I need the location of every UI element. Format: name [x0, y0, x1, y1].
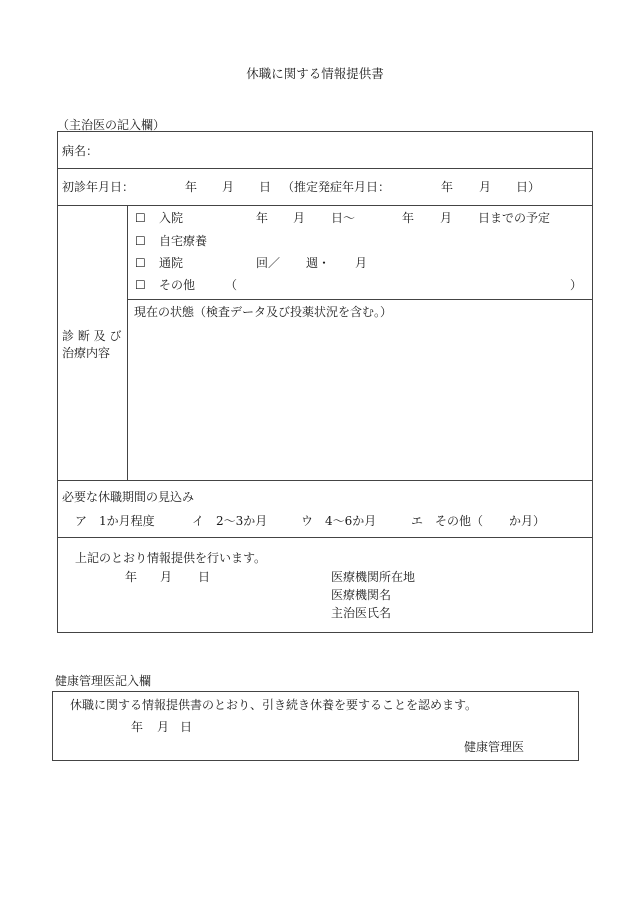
- hospitalization-day-range: 日〜: [331, 211, 356, 225]
- hospitalization-month: 月: [293, 211, 306, 225]
- diagnosis-label-line2: 治療内容: [62, 346, 111, 360]
- hospitalization-end-month: 月: [440, 211, 453, 225]
- outpatient-checkbox[interactable]: ☐: [135, 256, 146, 270]
- institution-name-label: 医療機関名: [331, 588, 392, 602]
- health-officer-year: 年: [131, 720, 144, 734]
- home-care-checkbox[interactable]: ☐: [135, 234, 146, 248]
- estimated-onset-label: （推定発症年月日：: [282, 180, 391, 194]
- column-divider: [127, 205, 128, 480]
- disease-name-label: 病名：: [62, 144, 99, 158]
- diagnosis-label-line1: 診 断 及 び: [62, 329, 122, 343]
- hospitalization-year: 年: [256, 211, 269, 225]
- current-status-label: 現在の状態（検査データ及び投薬状況を含む。）: [134, 305, 393, 319]
- estimated-onset-day: 日）: [516, 180, 541, 194]
- home-care-label: 自宅療養: [159, 234, 208, 248]
- health-officer-heading: 健康管理医記入欄: [55, 674, 152, 688]
- estimated-onset-year: 年: [441, 180, 454, 194]
- certification-day: 日: [198, 570, 211, 584]
- hospitalization-checkbox[interactable]: ☐: [135, 211, 146, 225]
- hospitalization-label: 入院: [159, 211, 184, 225]
- row-divider: [57, 480, 593, 481]
- page-title: 休職に関する情報提供書: [246, 66, 384, 81]
- leave-option-c: ウ 4〜6か月: [301, 514, 377, 528]
- health-officer-statement: 休職に関する情報提供書のとおり、引き続き休養を要することを認めます。: [70, 698, 478, 712]
- physician-section-heading: （主治医の記入欄）: [57, 118, 166, 132]
- certification-month: 月: [160, 570, 173, 584]
- certification-statement: 上記のとおり情報提供を行います。: [75, 551, 267, 565]
- outpatient-label: 通院: [159, 256, 184, 270]
- institution-address-label: 医療機関所在地: [331, 570, 416, 584]
- leave-period-label: 必要な休職期間の見込み: [62, 490, 195, 504]
- hospitalization-end-day: 日までの予定: [478, 211, 551, 225]
- outpatient-times: 回／: [256, 256, 281, 270]
- leave-option-d-unit: か月）: [509, 514, 546, 528]
- leave-option-b: イ 2〜3か月: [192, 514, 268, 528]
- hospitalization-end-year: 年: [402, 211, 415, 225]
- first-visit-day: 日: [259, 180, 272, 194]
- other-checkbox[interactable]: ☐: [135, 278, 146, 292]
- certification-year: 年: [125, 570, 138, 584]
- row-divider: [128, 299, 593, 300]
- leave-option-a: ア 1か月程度: [75, 514, 155, 528]
- leave-option-d: エ その他（: [411, 514, 484, 528]
- row-divider: [57, 168, 593, 169]
- row-divider: [57, 537, 593, 538]
- health-officer-signature-label: 健康管理医: [464, 740, 525, 754]
- outpatient-month: 月: [355, 256, 368, 270]
- physician-name-label: 主治医氏名: [331, 606, 392, 620]
- first-visit-label: 初診年月日：: [62, 180, 135, 194]
- first-visit-year: 年: [185, 180, 198, 194]
- row-divider: [57, 205, 593, 206]
- health-officer-month: 月: [157, 720, 170, 734]
- first-visit-month: 月: [222, 180, 235, 194]
- health-officer-day: 日: [180, 720, 193, 734]
- outpatient-week: 週・: [306, 256, 331, 270]
- estimated-onset-month: 月: [479, 180, 492, 194]
- other-label: その他: [159, 278, 196, 292]
- other-open-paren: （: [225, 278, 238, 292]
- other-close-paren: ）: [570, 278, 583, 292]
